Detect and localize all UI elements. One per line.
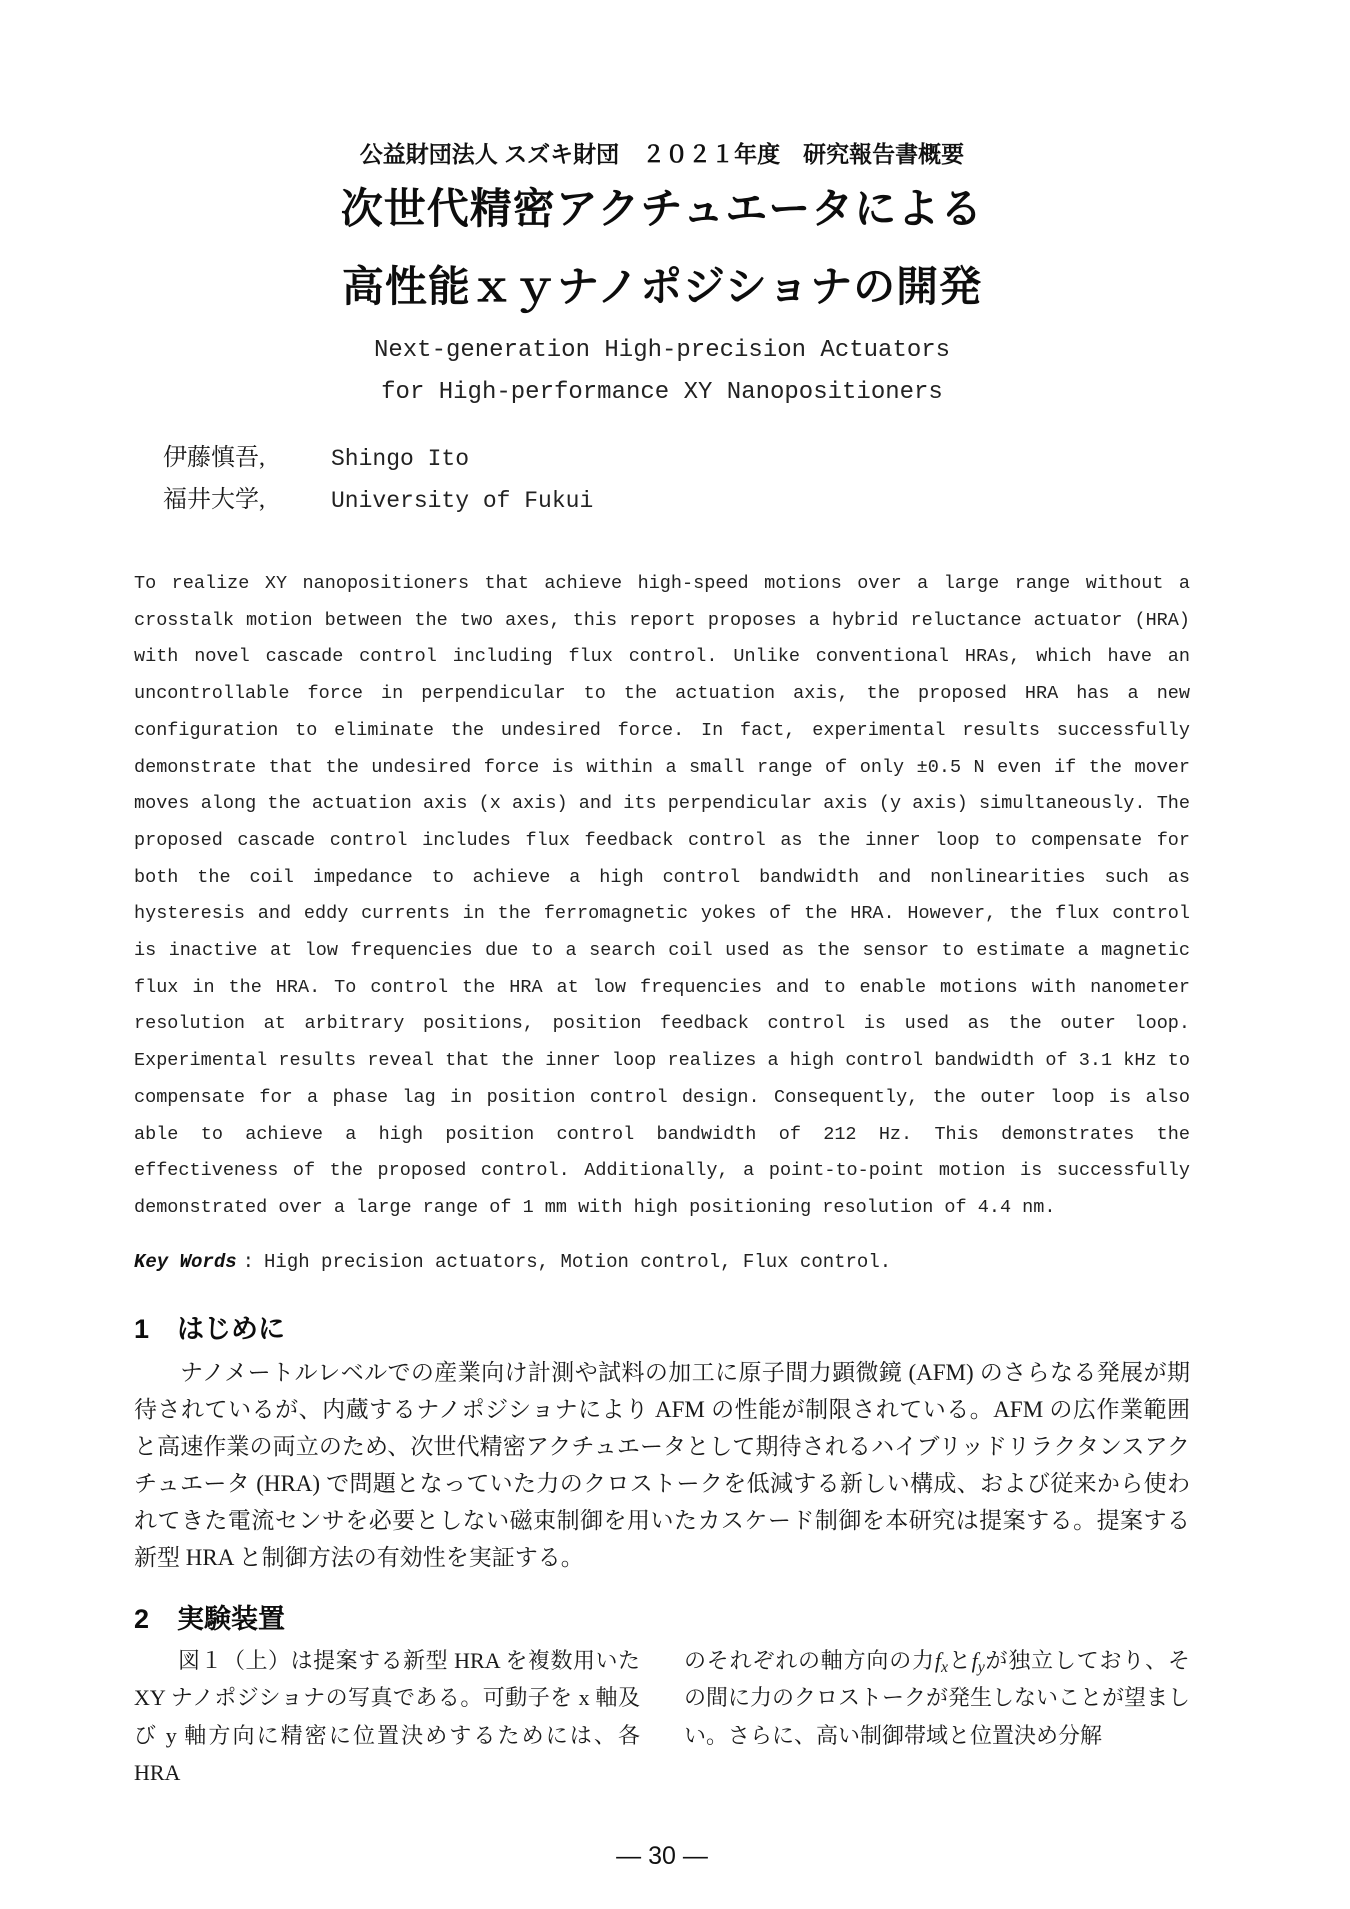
report-header-line: 公益財団法人 スズキ財団 ２０２１年度 研究報告書概要 (359, 141, 965, 167)
author-block (134, 438, 1190, 522)
author-row-affiliation (163, 480, 1190, 522)
abstract-text: To realize XY nanopositioners that achieve high-speed motions over a large range without a crosstalk motion between the two axes, this report proposes a hybrid reluctance actuator (HRA) with novel cascade control including flux control. Unlike conventional HRAs, which have an uncontrollable force in perpendicular to the actuation axis, the proposed HRA has a new configuration to eliminate the undesired force. In fact, experimental results successfully demonstrate that the undesired force is within a small range of only ±0.5 N even if the mover moves along the actuation axis (x axis) and its perpendicular axis (y axis) simultaneously. The proposed cascade control includes flux feedback control as the inner loop to compensate for both the coil impedance to achieve a high control bandwidth and nonlinearities such as hysteresis and eddy currents in the ferromagnetic yokes of the HRA. However, the flux control is inactive at low frequencies due to a search coil used as the sensor to estimate a magnetic flux in the HRA. To control the HRA at low frequencies and to enable motions with nanometer resolution at arbitrary positions, position feedback control is used as the outer loop. Experimental results reveal that the inner loop realizes a high control bandwidth of 3.1 kHz to compensate for a phase lag in position control design. Consequently, the outer loop is also able to achieve a high position control bandwidth of 212 Hz. This demonstrates the effectiveness of the proposed control. Additionally, a point-to-point motion is successfully demonstrated over a large range of 1 mm with high positioning resolution of 4.4 nm. (134, 573, 1190, 1218)
keywords-text: High precision actuators, Motion control, Flux control. (264, 1250, 892, 1273)
right-column-post-text: が独立しており、その間に力のクロストークが発生しないことが望ましい。さらに、高い制御帯域と位置決め分解 (684, 1647, 1191, 1748)
page-number: ― 30 ― (616, 1841, 708, 1870)
document-content (134, 140, 1190, 1871)
section1-heading (134, 1312, 1190, 1346)
affiliation-japanese: 福井大学, (163, 487, 265, 513)
title-english-line2: for High-performance XY Nanopositioners (381, 379, 943, 406)
right-column-conjunction: と (947, 1647, 972, 1673)
section1-number: 1 (134, 1313, 150, 1344)
section2-title: 実験装置 (177, 1603, 286, 1634)
fy-base: f (971, 1647, 978, 1673)
force-fy-symbol (971, 1647, 985, 1676)
author-name-english: Shingo Ito (331, 446, 470, 472)
section2-heading (134, 1602, 1190, 1636)
author-row-name (163, 438, 1190, 480)
section2-right-column (684, 1642, 1190, 1792)
section1-title: はじめに (177, 1313, 286, 1344)
title-japanese-line2: 高性能ｘｙナノポジショナの開発 (341, 263, 983, 310)
section2-left-column: 図１（上）は提案する新型 HRA を複数用いた XY ナノポジショナの写真である。可動子を x 軸及び y 軸方向に精密に位置決めするためには、各 HRA (134, 1647, 640, 1786)
fx-subscript: x (940, 1658, 948, 1676)
keywords-line (134, 1244, 1190, 1281)
author-name-japanese: 伊藤慎吾, (163, 445, 265, 471)
section1-body: ナノメートルレベルでの産業向け計測や試料の加工に原子間力顕微鏡 (AFM) のさらなる発展が期待されているが、内蔵するナノポジショナにより AFM の性能が制限されている。AFM の広作業範囲と高速作業の両立のため、次世代精密アクチュエータとして期待されるハイブリッドリラクタンスアクチュエータ (HRA) で問題となっていた力のクロストークを低減する新しい構成、および従来から使われてきた電流センサを必要としない磁束制御を用いたカスケード制御を本研究は提案する。提案する新型 HRA と制御方法の有効性を実証する。 (134, 1359, 1190, 1570)
title-english-line1: Next-generation High-precision Actuators (373, 337, 951, 364)
right-column-pre-text: のそれぞれの軸方向の力 (684, 1647, 935, 1673)
fy-subscript: y (977, 1658, 985, 1676)
fx-base: f (934, 1647, 941, 1673)
keywords-colon: : (242, 1250, 255, 1273)
title-english (134, 330, 1190, 414)
keywords-label: Key Words (134, 1250, 237, 1273)
title-japanese-line1: 次世代精密アクチュエータによる (340, 185, 984, 232)
section2-number: 2 (134, 1603, 150, 1634)
force-fx-symbol (934, 1647, 948, 1676)
two-column-layout (134, 1642, 1190, 1792)
affiliation-english: University of Fukui (331, 488, 594, 514)
